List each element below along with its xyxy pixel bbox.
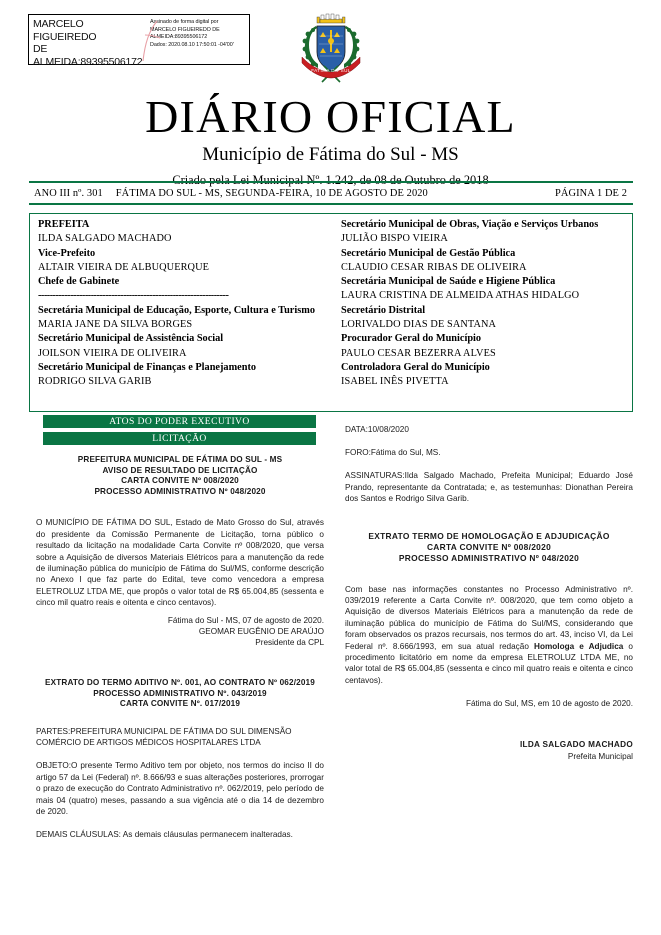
officials-column-left [30,214,331,411]
notice-aviso-resultado [36,455,324,648]
issue-place-date: FÁTIMA DO SUL - MS, SEGUNDA-FEIRA, 10 DE AGOSTO DE 2020 [115,187,428,199]
notice-demais-clausulas-text: DEMAIS CLÁUSULAS: As demais cláusulas permanecem inalteradas. [36,830,293,840]
notice-head-line: CARTA CONVITE Nº. 017/2019 [119,699,241,709]
notice-body-part-2: o procedimento licitatório em nome da empresa ELETROLUZ LTDA ME, no valor total de R$ 65.004,85 (sessenta e cinco mil quatro reais e oitenta e cinco centavos). [345,641,634,685]
page-title: DIÁRIO OFICIAL [145,91,516,142]
notice-body-emphasis: Homologa e Adjudica [534,641,624,651]
notice-head-line: CARTA CONVITE Nº 008/2020 [121,476,239,486]
official-role: PREFEITA [38,219,90,230]
official-name: ISABEL INÊS PIVETTA [341,376,449,388]
official-role: Secretário Municipal de Assistência Social [38,333,224,345]
content-column-left [36,455,324,841]
official-name: CLAUDIO CESAR RIBAS DE OLIVEIRA [341,261,527,273]
official-name: MARIA JANE DA SILVA BORGES [38,319,193,331]
notice-head-line: EXTRATO DO TERMO ADITIVO Nº. 001, AO CONTRATO Nº 062/2019 [45,678,315,688]
official-role: Secretário Municipal de Gestão Pública [341,247,516,259]
issue-info-bar [29,181,633,205]
notice-head-line: CARTA CONVITE Nº 008/2020 [426,541,552,552]
signature-detail-line-2: MARCELO FIGUEIREDO DE [150,26,220,33]
notice-head-line: PROCESSO ADMINISTRATIVO Nº 048/2020 [94,486,266,496]
signature-name-line-2: DE [33,43,48,56]
official-role: Controladora Geral do Município [341,361,490,373]
signature-detail-block [147,15,249,64]
official-role: Chefe de Gabinete [38,276,120,288]
masthead-law-line: Criado pela Lei Municipal Nº. 1.242, de 08 de Outubro de 2018 [172,173,489,187]
contract-data-line: DATA:10/08/2020 [345,425,409,434]
officials-column-right [331,214,632,411]
notice-objeto-text: OBJETO:O presente Termo Aditivo tem por objeto, nos termos do inciso II do artigo 57 da Lei (Federal) nº. 8.666/93 e suas alterações posteriores, prorrogar o prazo de execução do Contrato Administrativo nº. 062/2019, pelo período de mais 04 (quatro) meses, passando a sua vigência até o dia 14 de dezembro de 2020. [36,761,324,817]
official-role: Secretário Distrital [341,304,426,316]
signature-name-line-3: ALMEIDA:89395506172 [33,55,143,68]
notice-sign-role: Prefeita Municipal [567,751,633,761]
notice-head-line: EXTRATO TERMO DE HOMOLOGAÇÃO E ADJUDICAÇÃO [368,530,610,541]
signature-detail-line-1: Assinado de forma digital por [150,19,219,25]
officials-box [29,213,633,412]
masthead [0,92,661,189]
notice-body-text: O MUNICÍPIO DE FÁTIMA DO SUL, Estado de Mato Grosso do Sul, através do presidente da Comissão Permanente de Licitação, torna público o resultado da licitação na modalidade Carta Convite nº 008/2020, que versa sobre a Aquisição de diversos Materiais Elétricos para a manutenção da rede de iluminação pública do município de Fátima do Sul/MS, conforme descrição no Anexo I que faz parte do Edital, teve como vencedora a empresa ELETROLUZ LTDA ME, que propôs o valor total de R$ 65.004,85 (sessenta e cinco mil quatro reais e oitenta e cinco centavos). [36,518,324,608]
official-role: Secretária Municipal de Educação, Esporte, Cultura e Turismo [38,304,315,316]
official-name: PAULO CESAR BEZERRA ALVES [341,347,496,359]
contract-foro-line: FORO:Fátima do Sul, MS. [345,448,441,458]
official-name: LAURA CRISTINA DE ALMEIDA ATHAS HIDALGO [341,290,580,302]
signature-detail-line-4: Dados: 2020.08.10 17:50:01 -04'00' [150,41,234,48]
official-role: Secretária Municipal de Saúde e Higiene Pública [341,276,556,288]
official-name: ALTAIR VIEIRA DE ALBUQUERQUE [38,261,210,273]
official-name: JOILSON VIEIRA DE OLIVEIRA [38,347,187,359]
official-role: Secretário Municipal de Obras, Viação e Serviços Urbanos [341,219,599,230]
content-column-right [345,424,633,762]
signature-name-block [29,15,147,68]
official-role: Procurador Geral do Município [341,333,482,345]
section-banner-atos-poder-executivo: ATOS DO PODER EXECUTIVO [43,415,316,428]
issue-year-number: ANO III nº. 301 [34,187,103,199]
notice-head-line: AVISO DE RESULTADO DE LICITAÇÃO [102,465,258,475]
notice-head-line: PROCESSO ADMINISTRATIVO Nº. 043/2019 [93,688,267,698]
notice-head-line: PREFEITURA MUNICIPAL DE FÁTIMA DO SUL - MS [77,455,283,464]
notice-termo-aditivo [36,678,324,841]
contract-assinaturas-text: ASSINATURAS:Ilda Salgado Machado, Prefeita Municipal; Eduardo José Prando, representante da Contratada; e, as testemunhas: Dionathan Pereira dos Santos e Rodrigo Silva Garib. [345,471,633,504]
notice-body-part-1: Com base nas informações constantes no Processo Administrativo nº. 039/2019 referente a Carta Convite nº. 008/2020, que tem como objeto a Aquisição de diversos Materiais Elétricos para a manutenção da rede de iluminação pública do município de Fátima do Sul/MS, considerando que foram observados os prazos recursais, nos termos do art. 43, inciso VI, da Lei Federal nº. 8.666/1993, em sua atual redação [345,584,633,651]
section-banner-licitacao: LICITAÇÃO [43,432,316,445]
notice-sign-place: Fátima do Sul - MS, 07 de agosto de 2020. [167,615,324,625]
official-name: RODRIGO SILVA GARIB [38,376,152,388]
issue-page-number: PÁGINA 1 DE 2 [554,187,627,199]
notice-sign-name: GEOMAR EUGÊNIO DE ARAÚJO [198,626,324,636]
masthead-subtitle: Município de Fátima do Sul - MS [202,144,459,165]
official-role: Vice-Prefeito [38,247,96,259]
signature-detail-line-3: ALMEIDA:89395506172 [150,34,208,41]
official-name: ILDA SALGADO MACHADO [38,233,172,245]
digital-signature-box [28,14,250,68]
notice-sign-place: Fátima do Sul, MS, em 10 de agosto de 2020. [465,699,633,709]
official-name: JULIÃO BISPO VIEIRA [341,233,448,245]
notice-head-line: PROCESSO ADMINISTRATIVO Nº 048/2020 [398,552,580,563]
notice-sign-role: Presidente da CPL [255,638,324,648]
notice-homologacao-adjudicacao [345,531,633,762]
signature-name-line-1: MARCELO FIGUEIREDO [33,18,97,43]
coat-of-arms-icon [296,12,366,90]
notice-sign-name: ILDA SALGADO MACHADO [519,740,633,750]
svg-text:FATIMA DO SUL: FATIMA DO SUL [311,68,351,73]
notice-partes-text: PARTES:PREFEITURA MUNICIPAL DE FÁTIMA DO SUL DIMENSÃO COMÉRCIO DE ARTIGOS MÉDICOS HOSPITALARES LTDA [36,727,292,748]
officials-separator: ----------------------------------------------------------------- [38,290,229,302]
official-role: Secretário Municipal de Finanças e Planejamento [38,361,257,373]
official-name: LORIVALDO DIAS DE SANTANA [341,319,497,331]
notice-body-text [345,584,633,687]
